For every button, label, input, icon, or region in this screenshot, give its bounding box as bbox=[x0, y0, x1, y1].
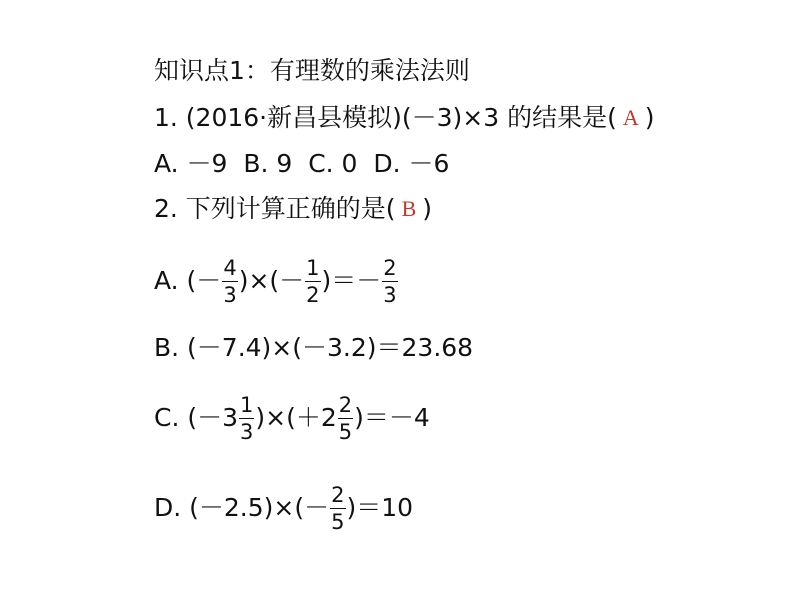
heading-text: 知识点1：有理数的乘法法则 bbox=[154, 56, 470, 85]
q2d-prefix: D. (－2.5)×(－ bbox=[154, 493, 330, 522]
q2a-fraction-3 bbox=[382, 257, 397, 306]
q2c-f1-denominator: 3 bbox=[240, 419, 254, 444]
q2-stem-text: 2. 下列计算正确的是( bbox=[154, 194, 396, 223]
q2a-fraction-1 bbox=[222, 257, 237, 306]
q2a-f3-denominator: 3 bbox=[383, 282, 397, 307]
q1-stem-text: 1. (2016·新昌县模拟)(－3)×3 的结果是( bbox=[154, 103, 617, 132]
q2c-fraction-2 bbox=[338, 394, 353, 443]
q2c-f1-numerator: 1 bbox=[240, 392, 254, 417]
q1-options-text: A. －9 B. 9 C. 0 D. －6 bbox=[154, 149, 450, 178]
q2a-fraction-2 bbox=[305, 257, 320, 306]
q2a-f2-numerator: 1 bbox=[306, 255, 320, 280]
knowledge-point-heading bbox=[154, 56, 470, 86]
q2c-f2-denominator: 5 bbox=[338, 419, 353, 444]
q2c-fraction-1 bbox=[239, 394, 254, 443]
q1-answer: A bbox=[622, 105, 639, 130]
q2-close-paren: ) bbox=[422, 194, 433, 223]
q2a-prefix: A. (－ bbox=[154, 266, 222, 295]
q2c-eq: )＝－4 bbox=[354, 403, 430, 432]
q2-option-a bbox=[154, 256, 399, 306]
q2a-f3-numerator: 2 bbox=[383, 255, 397, 280]
q2d-f1-numerator: 2 bbox=[331, 482, 345, 507]
q2d-eq: )＝10 bbox=[346, 493, 414, 522]
q2b-text: B. (－7.4)×(－3.2)＝23.68 bbox=[154, 333, 474, 362]
q2a-f1-denominator: 3 bbox=[223, 282, 237, 307]
q2-option-c bbox=[154, 393, 430, 443]
q2a-f2-denominator: 2 bbox=[306, 282, 320, 307]
q2c-f2-numerator: 2 bbox=[338, 392, 353, 417]
q2a-eq: )＝－ bbox=[321, 266, 382, 295]
q2a-mid: )×(－ bbox=[238, 266, 305, 295]
q2c-prefix: C. (－3 bbox=[154, 403, 239, 432]
q2-option-b bbox=[154, 333, 473, 363]
q2-answer: B bbox=[401, 196, 417, 221]
question-1-stem bbox=[154, 103, 655, 133]
q1-close-paren: ) bbox=[644, 103, 655, 132]
q2a-f1-numerator: 4 bbox=[223, 255, 237, 280]
question-1-options bbox=[154, 149, 449, 179]
q2d-fraction-1 bbox=[330, 484, 345, 533]
q2-option-d bbox=[154, 483, 413, 533]
question-2-stem bbox=[154, 194, 432, 224]
q2c-mid: )×(＋2 bbox=[255, 403, 337, 432]
q2d-f1-denominator: 5 bbox=[331, 509, 345, 534]
